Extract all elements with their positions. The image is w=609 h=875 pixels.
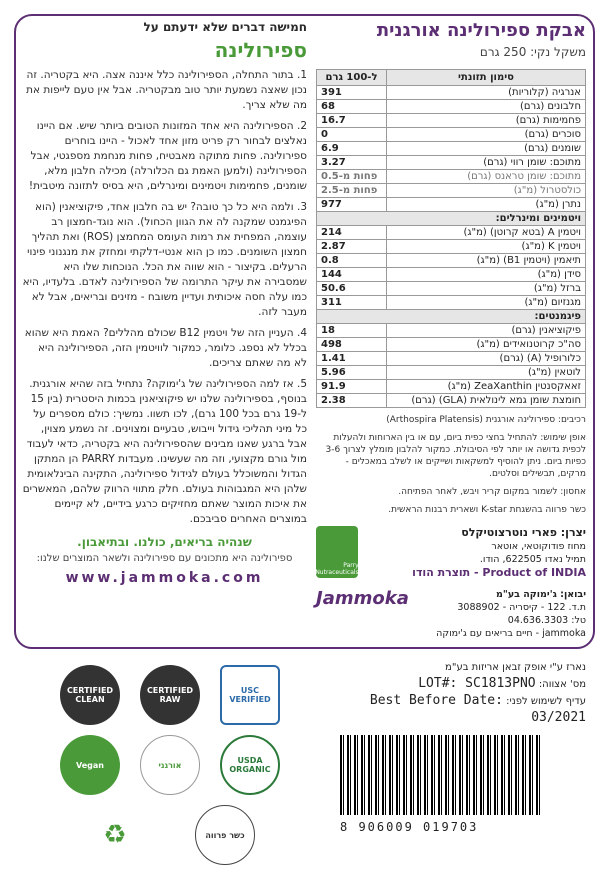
nutrient-value: 50.6 [317,282,387,296]
table-head-name: סימון תזונתי [387,70,586,86]
nutrition-row [317,282,586,296]
nutrition-row [317,226,586,240]
nutrient-name: סידן (מ"ג) [387,268,586,282]
left-column [22,20,307,586]
para-3: 3. ולמה היא כל כך טובה? יש בה חלבון אחד, פיקוציאנין (הוא הפיגמנט שמקנה לה את הגוון הכחול). הוא נוגד-חמצון רב עוצמה, המפחית את רמות העומס המחמצן (ROS) ואת תהליך חמצון השומנים. כמו כן הוא אנטי-דלקתי ומחזק את מנגנוני פינוי הרעלים. בקיצור - הוא שווה את הכל. הנוכחות שלו היא שמסבירה את עיקר התרומה של הספירולינה לאדם. בלעדיו, היא כמו עלה חסה איכותית ועדיין משובח - מזינים ובריאים, אבל לא מעבר לזה. [22,201,307,318]
nutrient-value: 214 [317,226,387,240]
imp-line: טל: 04.636.3303 [507,615,586,626]
nutrient-name: מגנזיום (מ"ג) [387,296,586,310]
nutrient-name: סוכרים (גרם) [387,128,586,142]
usda-organic-icon: USDA ORGANIC [220,735,280,795]
nutrition-row [317,324,586,338]
lot-label: מס' אצווה: [538,679,586,690]
best-before: Best Before Date: 03/2021 [369,693,586,725]
section-pigments: פיגמנטים: [317,310,586,324]
parry-logo-icon: Parry Nutraceuticals [316,526,358,578]
section-vitamins: ויטמינים ומינרלים: [317,212,586,226]
best-label: עדיף לשימוש לפני: [506,696,586,707]
nutrition-row [317,366,586,380]
nutrition-row [317,128,586,142]
nutrient-value: 6.9 [317,142,387,156]
nutrition-row [317,86,586,100]
nutrient-name: תיאמין (ויטמין B1) (מ"ג) [387,254,586,268]
certified-raw-icon: CERTIFIED RAW [140,665,200,725]
recycle-icon: ♻ [85,805,145,865]
website-url[interactable]: www.jammoka.com [65,570,264,586]
barcode [340,720,560,815]
nutrition-row [317,268,586,282]
organic-il-icon: אורגני [140,735,200,795]
nutrient-name: אנרגיה (קלוריות) [387,86,586,100]
packed-by: נארז ע"י אופק זבאן אריזות בע"מ [445,662,586,673]
nutrient-name: חלבונים (גרם) [387,100,586,114]
nutrient-value: 91.9 [317,380,387,394]
nutrient-value: 3.27 [317,156,387,170]
nutrient-value: 498 [317,338,387,352]
nutrient-value: 391 [317,86,387,100]
nutrition-row [317,198,586,212]
nutrition-row [317,380,586,394]
nutrition-row [317,240,586,254]
lot-number: LOT#: SC1813PNO [418,676,536,691]
nutrient-name: זאאקסנטין ZeaXanthin (מ"ג) [387,380,586,394]
nutrition-row [317,352,586,366]
mfg-line: תמיל נאדו 622505, הודו. [479,554,586,565]
table-head-value: ל-100 גרם [317,70,387,86]
vegan-icon: Vegan [60,735,120,795]
barcode-number: 8 906009 019703 [340,820,479,834]
nutrient-value: 0.8 [317,254,387,268]
nutrient-value: 144 [317,268,387,282]
nutrient-name: לוטאין (מ"ג) [387,366,586,380]
nutrition-row [317,114,586,128]
barcode-bars [340,735,540,815]
net-weight: משקל נקי: 250 גרם [479,45,586,59]
nutrient-value: 311 [317,296,387,310]
mfg-line: מחוז פודוקוטאי, אוטאר [491,541,586,552]
nutrition-row [317,156,586,170]
storage: אחסון: לשמור במקום קריר ויבש, לאחר הפתיחה. [398,487,586,497]
para-1: 1. בתור התחלה, הספירולינה כלל איננה אצה. היא בקטריה. זה נכון שאצה נשמעת יותר טוב מבקטריה. אבל אין טעם לייפות את מה שלא צריך. [26,69,307,111]
manufacturer-block [316,526,586,580]
nutrient-value: פחות מ-2.5 [317,184,387,198]
nutrient-value: 2.38 [317,394,387,408]
para-2: 2. הספירולינה היא אחד המזונות הטובים ביותר שיש. אם היינו נאלצים לבחור רק פריט מזון אחד לאכול - היינו בוחרים ספירולינה. פחות מתוקה מאבטיח, פחות מנחמת מספגטי, אבל הספירולינה (ולמען האמת גם הכלורלה) מכילה חלבון מלא, שומנים, פחמימות ויטמינים ומינרלים, היא בסיס לתזונה מיטבית! [28,120,307,192]
para-4: 4. העניין הזה של ויטמין B12 שכולם מהללים? האמת היא שהוא בכלל לא נספג. כלומר, כמקור לוויטמין הזה, הספירולינה היא לא מה שאתם צריכים. [24,327,307,369]
nutrient-value: 18 [317,324,387,338]
nutrient-value: 0 [317,128,387,142]
nutrient-name: כלורופיל (A) (גרם) [387,352,586,366]
kosher-note: כשר פרווה בהשגחת K-star ושארית רבנות הראשית. [388,505,586,515]
nutrition-row [317,170,586,184]
website-note: ספירולינה היא מתכונים עם ספירולינה ולשאר המוצרים שלנו: [36,553,293,564]
nutrient-name: חומצת שומן גמא לינולאית (GLA) (גרם) [387,394,586,408]
nutrient-name: נתרן (מ"ג) [387,198,586,212]
manufacturer-name: יצרן: פארי נוטרצוטיקלס [461,526,586,539]
nutrition-table [316,69,586,408]
ingredients: רכיבים: ספירולינה אורגנית (Arthospira Platensis) [386,415,586,425]
nutrient-name: פיקוציאנין (גרם) [387,324,586,338]
para-5: 5. אז למה הספירולינה של ג'ימוקה? נתחיל בזה שהיא אורגנית. בנוסף, בספירולינה שלנו יש פיקוציאנין בכמות היסטרית (בין 15 ל-19 גרם בכל 100 גרם), לכו תשוו. נמשיך: כולם מספרים על כל מיני תהליכי גידול וייבוש, טבעיים ומצוינים. זה נשמע מצוין, אבל ברגע שאנו מבינים שהספירולינה היא בקטריה, כדאי לעבוד מול גורם מקצועי, וזה מה שעשינו. מעבדות PARRY הן המתקן הגדול והמשוכלל בעולם לגידול ספירולינה, התקינה הבינלאומית שלהן היא המגבוהות בעולם. חלק מתווי הרווק שלהם, המאשרים את איכות המוצר שאתם מחזיקים כרגע בידיים, לא קיימים במוצרים האחרים סביבכם. [22,378,307,525]
imp-line: ת.ד. 122 - קיסריה - 3088902 [457,602,586,613]
nutrient-value: פחות מ-0.5 [317,170,387,184]
imp-line: jammoka - חיים בריאים עם ג'ימוקה [436,628,586,639]
product-of: Product of INDIA - תוצרת הודו [412,566,586,579]
nutrient-name: סה"כ קרוטנואידים (מ"ג) [387,338,586,352]
nutrient-name: מתוכם: שומן רווי (גרם) [387,156,586,170]
nutrient-value: 16.7 [317,114,387,128]
usage: אופן שימוש: להתחיל בחצי כפית ביום, עם או בין הארוחות ולהעלות לכפית גדושה או יותר לפי הסיבולת. כמקור להלבון מומלץ לצרוך 3-6 כפיות ביום. ניתן להוסיף למשקאות ושייקים או לשלב במאכלים - מרקים, תבשילים וסלטים. [325,433,586,479]
product-title: אבקת ספירולינה אורגנית [376,20,586,41]
slogan: שנהיה בריאים, כולנו. ובתיאבון. [77,535,252,549]
jammoka-logo: Jammoka [316,588,409,609]
nutrient-value: 1.41 [317,352,387,366]
batch-info [336,660,586,727]
nutrient-value: 977 [317,198,387,212]
certification-badges [60,665,280,875]
nutrient-value: 2.87 [317,240,387,254]
importer-name: יבואן: ג'ימוקה בע"מ [496,589,586,600]
left-title-small: חמישה דברים שלא ידעתם על [143,20,307,34]
nutrient-value: 68 [317,100,387,114]
nutrient-name: שומנים (גרם) [387,142,586,156]
nutrition-row [317,142,586,156]
nutrient-name: ויטמין A (בטא קרוטן) (מ"ג) [387,226,586,240]
nutrient-name: ברזל (מ"ג) [387,282,586,296]
nutrition-row [317,100,586,114]
nutrient-name: פחמימות (גרם) [387,114,586,128]
nutrient-value: 5.96 [317,366,387,380]
right-column [316,20,586,640]
nutrition-row [317,296,586,310]
left-title-big: ספירולינה [214,38,307,62]
nutrition-row [317,254,586,268]
importer-block [316,588,586,640]
nutrition-row [317,338,586,352]
nutrient-name: ויטמין K (מ"ג) [387,240,586,254]
certified-clean-icon: CERTIFIED CLEAN [60,665,120,725]
usc-verified-icon: USC VERIFIED [220,665,280,725]
nutrition-row [317,394,586,408]
nutrition-row [317,184,586,198]
kosher-icon: כשר פרווה [195,805,255,865]
nutrient-name: מתוכם: שומן טראנס (גרם) [387,170,586,184]
nutrient-name: כולסטרול (מ"ג) [387,184,586,198]
